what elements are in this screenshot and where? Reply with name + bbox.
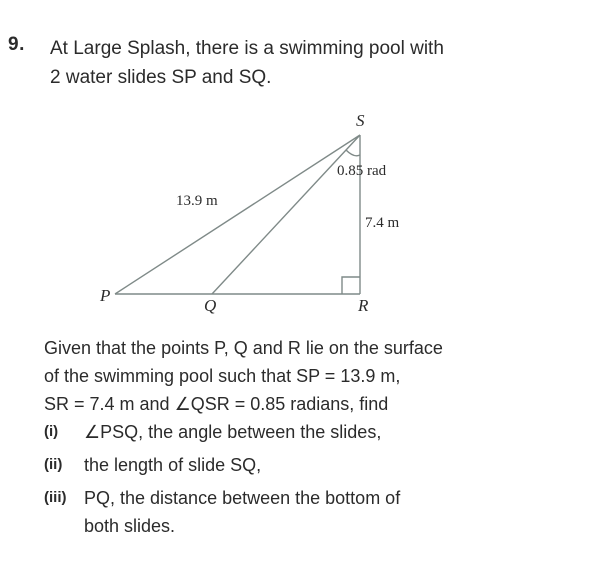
question-parts <box>44 418 564 545</box>
question-number: 9. <box>8 34 25 55</box>
given-text <box>44 334 544 418</box>
sr-length-label: 7.4 m <box>365 215 400 231</box>
part-iii-text-1: PQ, the distance between the bottom of <box>84 488 401 508</box>
given-line-1: Given that the points P, Q and R lie on the surface <box>44 338 443 358</box>
angle-arc <box>346 150 360 156</box>
part-ii <box>44 451 564 479</box>
question-stem <box>50 34 570 92</box>
point-p: P <box>100 286 111 305</box>
part-iii <box>44 484 564 540</box>
part-i-text: ∠PSQ, the angle between the slides, <box>84 422 382 442</box>
part-ii-text: the length of slide SQ, <box>84 455 262 475</box>
part-iii-label: (iii) <box>44 489 67 506</box>
slide-sq <box>212 135 360 294</box>
given-line-3: SR = 7.4 m and ∠QSR = 0.85 radians, find <box>44 394 389 414</box>
point-r: R <box>358 296 369 315</box>
stem-line-2: 2 water slides SP and SQ. <box>50 67 272 88</box>
stem-line-1: At Large Splash, there is a swimming pool with <box>50 38 444 59</box>
part-ii-label: (ii) <box>44 456 63 473</box>
sp-length-label: 13.9 m <box>176 193 218 209</box>
part-iii-text-2: both slides. <box>84 516 176 536</box>
part-i <box>44 418 564 446</box>
angle-label: 0.85 rad <box>337 163 387 179</box>
right-angle-marker <box>342 277 360 294</box>
point-s: S <box>356 111 365 130</box>
point-q: Q <box>204 296 217 315</box>
part-i-label: (i) <box>44 423 59 440</box>
slide-sp <box>115 135 360 294</box>
given-line-2: of the swimming pool such that SP = 13.9 m, <box>44 366 401 386</box>
